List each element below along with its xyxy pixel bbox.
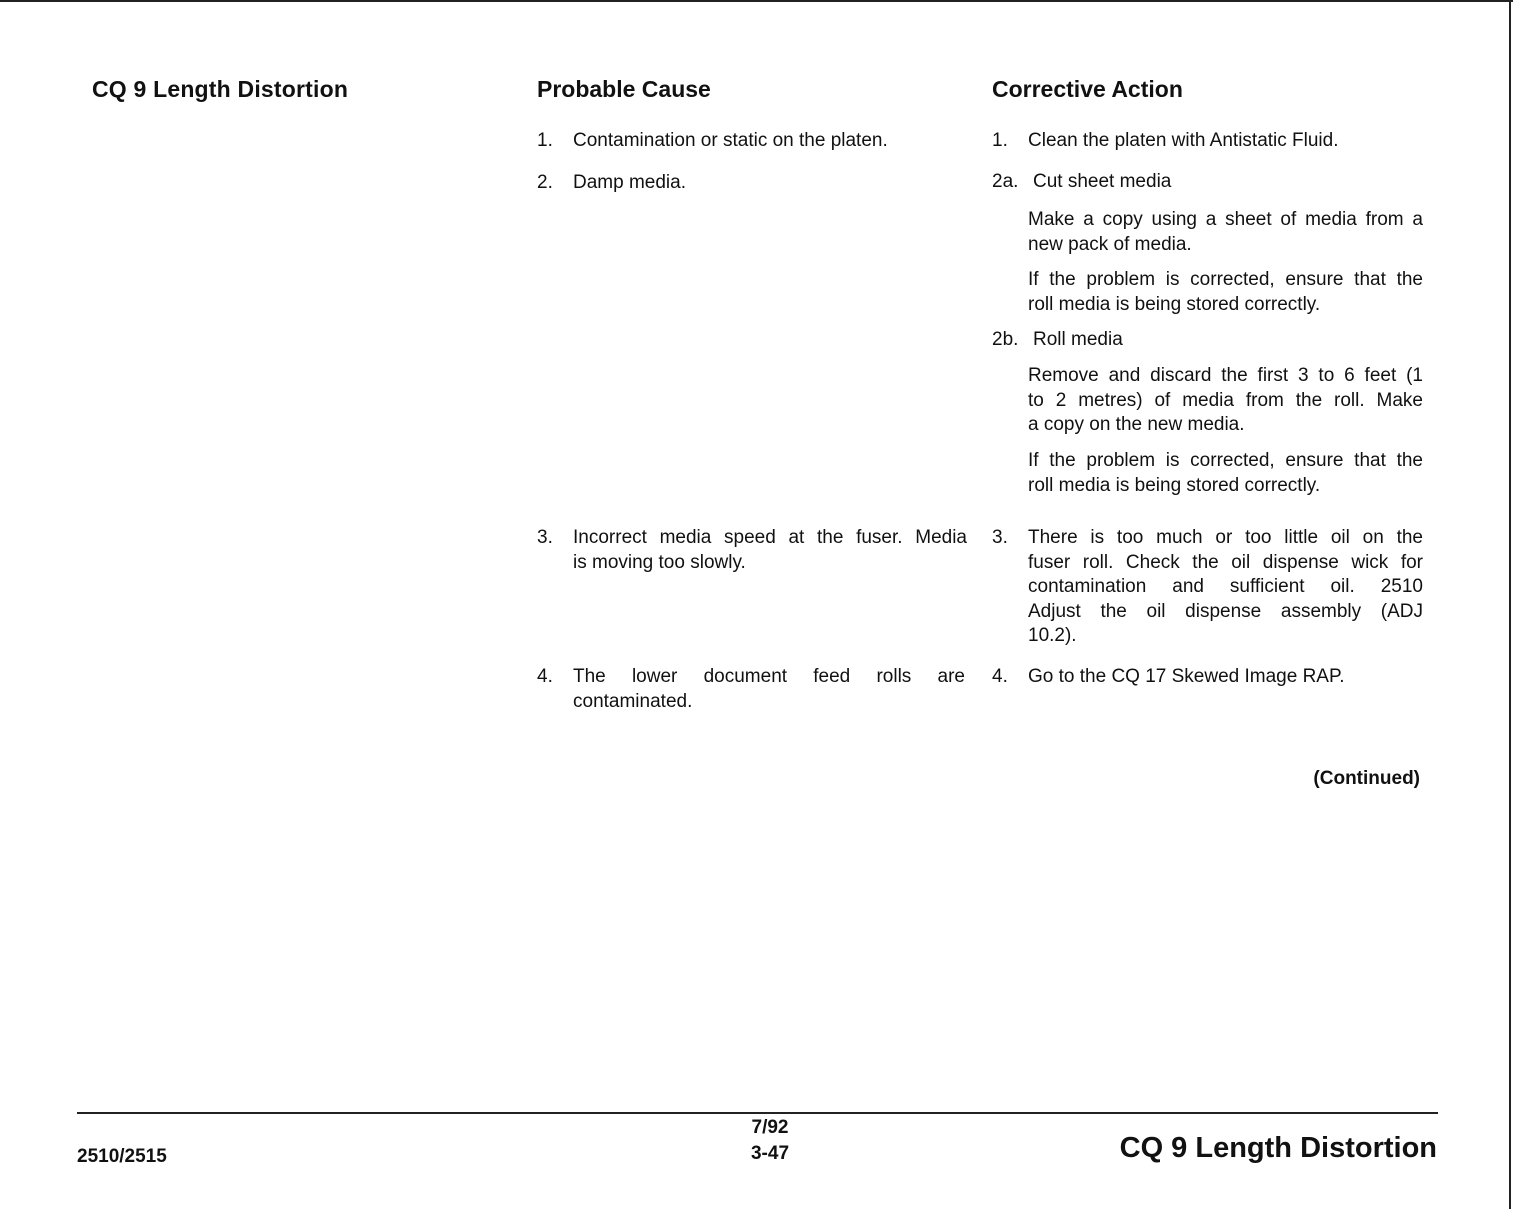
cause-text: Contamination or static on the platen. xyxy=(573,130,888,151)
action-subheading: Roll media xyxy=(1033,329,1123,350)
paragraph-line: roll media is being stored correctly. xyxy=(1028,474,1321,496)
action-text-line: 10.2). xyxy=(1028,625,1077,646)
footer-title: CQ 9 Length Distortion xyxy=(1119,1132,1437,1164)
footer-rule xyxy=(77,1112,1438,1114)
cause-text-line: The lower document feed rolls are xyxy=(573,666,965,687)
action-subheading: Cut sheet media xyxy=(1033,171,1172,192)
paragraph-line: Make a copy using a sheet of media from a xyxy=(1028,209,1423,230)
action-number: 2a. xyxy=(992,171,1019,192)
cause-number: 4. xyxy=(537,666,553,687)
action-text: Clean the platen with Antistatic Fluid. xyxy=(1028,130,1339,151)
continued-note: (Continued) xyxy=(1313,768,1420,789)
cause-text-line: Incorrect media speed at the fuser. Media xyxy=(573,527,967,548)
paragraph-line: If the problem is corrected, ensure that the xyxy=(1028,450,1423,471)
footer-date: 7/92 xyxy=(751,1117,789,1138)
cause-text-line: is moving too slowly. xyxy=(573,551,746,573)
probable-cause-header: Probable Cause xyxy=(537,76,711,102)
action-2b-paragraph-2 xyxy=(1028,449,1423,498)
action-number: 4. xyxy=(992,666,1008,687)
cause-text: Damp media. xyxy=(573,172,686,193)
action-2a-paragraph-2 xyxy=(1028,268,1423,317)
paragraph-line: to 2 metres) of media from the roll. Make xyxy=(1028,389,1423,411)
cause-number: 2. xyxy=(537,172,553,193)
paragraph-line: Remove and discard the first 3 to 6 feet (1 xyxy=(1028,365,1423,386)
action-number: 2b. xyxy=(992,329,1019,350)
top-border xyxy=(0,0,1513,2)
section-title: CQ 9 Length Distortion xyxy=(92,76,349,102)
action-text-line: Adjust the oil dispense assembly (ADJ xyxy=(1028,600,1423,622)
action-number: 3. xyxy=(992,527,1008,548)
cause-number: 3. xyxy=(537,527,553,548)
action-text-line: contamination and sufficient oil. 2510 xyxy=(1028,576,1423,597)
cause-text-line: contaminated. xyxy=(573,690,693,712)
action-2b-paragraph-1 xyxy=(1028,364,1423,438)
footer-model: 2510/2515 xyxy=(77,1146,167,1167)
paragraph-line: If the problem is corrected, ensure that the xyxy=(1028,269,1423,290)
paragraph-line: roll media is being stored correctly. xyxy=(1028,293,1321,315)
footer-page-number: 3-47 xyxy=(750,1143,790,1164)
right-border xyxy=(1509,0,1511,1209)
corrective-action-header: Corrective Action xyxy=(992,76,1183,102)
action-text-line: There is too much or too little oil on the xyxy=(1028,527,1423,548)
paragraph-line: a copy on the new media. xyxy=(1028,414,1245,435)
paragraph-line: new pack of media. xyxy=(1028,233,1192,255)
action-text: Go to the CQ 17 Skewed Image RAP. xyxy=(1028,666,1345,687)
action-number: 1. xyxy=(992,130,1008,151)
action-text-line: fuser roll. Check the oil dispense wick for xyxy=(1028,551,1423,573)
footer-date-page xyxy=(700,1115,840,1167)
cause-number: 1. xyxy=(537,130,553,151)
action-2a-paragraph-1 xyxy=(1028,208,1423,257)
